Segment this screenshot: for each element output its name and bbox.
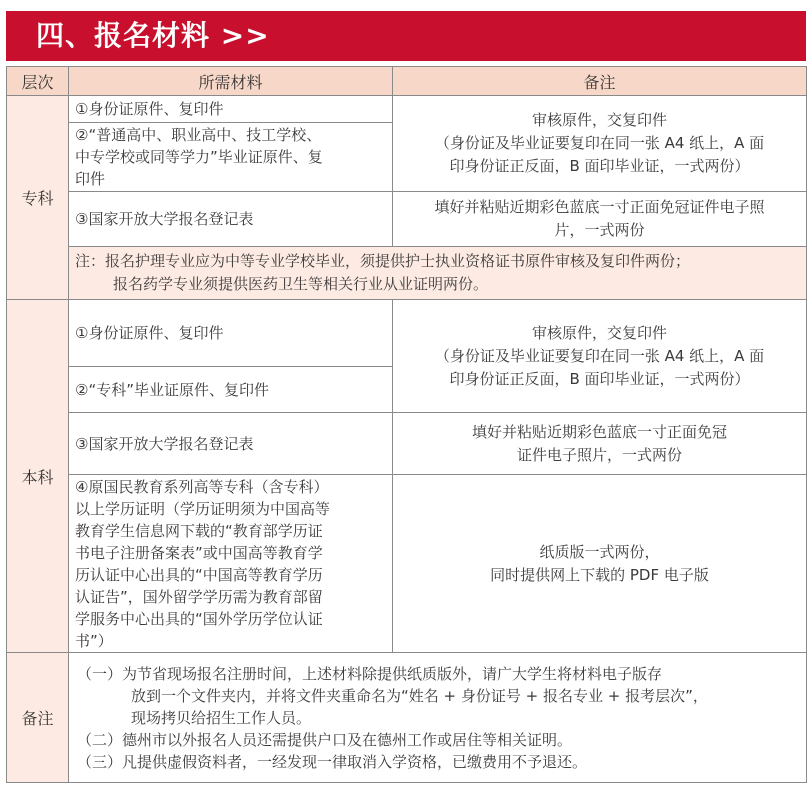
table-row	[7, 413, 807, 475]
header-remarks: 备注	[393, 67, 807, 96]
materials-table	[6, 66, 807, 783]
benke-item-3: ③国家开放大学报名登记表	[69, 413, 393, 475]
table-row	[7, 96, 807, 123]
benke-item-1: ①身份证原件、复印件	[69, 300, 393, 367]
table-row	[7, 653, 807, 783]
benke-remark-degree: 纸质版一式两份， 同时提供网上下载的 PDF 电子版	[393, 475, 807, 653]
zhuanke-remark-id: 审核原件，交复印件 （身份证及毕业证要复印在同一张 A4 纸上，A 面 印身份证正反面，B 面印毕业证，一式两份）	[393, 96, 807, 192]
zhuanke-note: 注：报名护理专业应为中等专业学校毕业，须提供护士执业资格证书原件审核及复印件两份； 报名药学专业须提供医药卫生等相关行业从业证明两份。	[69, 247, 807, 300]
table-row	[7, 300, 807, 367]
benke-remark-form: 填好并粘贴近期彩色蓝底一寸正面免冠 证件电子照片，一式两份	[393, 413, 807, 475]
level-zhuanke: 专科	[7, 96, 69, 300]
beizhu-notes: （一）为节省现场报名注册时间，上述材料除提供纸质版外，请广大学生将材料电子版存 放到一个文件夹内，并将文件夹重命名为“姓名 + 身份证号 + 报名专业 + 报考层次”， 现场拷贝给招生工作人员。 （二）德州市以外报名人员还需提供户口及在德州工作或居住等相关证明。 （三）凡提供虚假资料者，一经发现一律取消入学资格，已缴费用不予退还。	[69, 653, 807, 783]
table-row	[7, 475, 807, 653]
level-benke: 本科	[7, 300, 69, 653]
section-title: 四、报名材料 >>	[36, 19, 270, 52]
benke-item-4: ④原国民教育系列高等专科（含专科） 以上学历证明（学历证明须为中国高等 教育学生信息网下载的“教育部学历证 书电子注册备案表”或中国高等教育学 历认证中心出具的“中国高等教育学历 认证告”，国外留学学历需为教育部留 学服务中心出具的“国外学历学位认证 书”）	[69, 475, 393, 653]
table-row	[7, 192, 807, 247]
table-row	[7, 247, 807, 300]
zhuanke-item-1: ①身份证原件、复印件	[69, 96, 393, 123]
level-beizhu: 备注	[7, 653, 69, 783]
zhuanke-item-2: ②“普通高中、职业高中、技工学校、 中专学校或同等学力”毕业证原件、复 印件	[69, 123, 393, 192]
benke-remark-id: 审核原件，交复印件 （身份证及毕业证要复印在同一张 A4 纸上，A 面 印身份证正反面，B 面印毕业证，一式两份）	[393, 300, 807, 413]
zhuanke-remark-form: 填好并粘贴近期彩色蓝底一寸正面免冠证件电子照 片，一式两份	[393, 192, 807, 247]
table-header-row	[7, 67, 807, 96]
section-banner	[6, 11, 806, 61]
header-materials: 所需材料	[69, 67, 393, 96]
benke-item-2: ②“专科”毕业证原件、复印件	[69, 367, 393, 413]
header-level: 层次	[7, 67, 69, 96]
zhuanke-item-3: ③国家开放大学报名登记表	[69, 192, 393, 247]
